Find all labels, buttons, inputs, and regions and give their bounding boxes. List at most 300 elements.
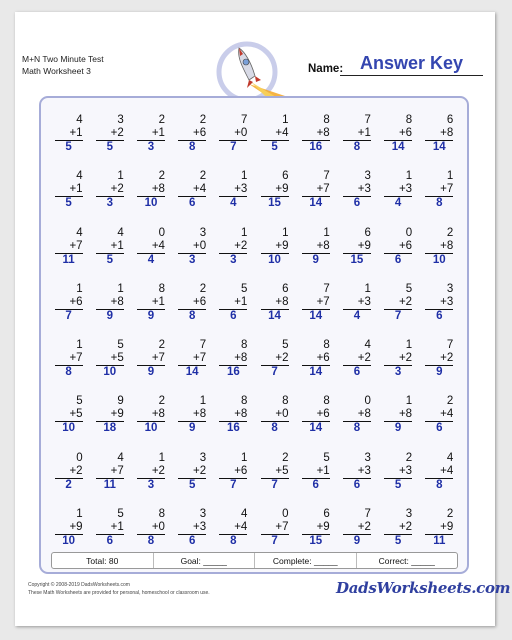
problem — [89, 227, 130, 283]
problem — [336, 227, 377, 283]
problem — [89, 170, 130, 226]
answer: 8 — [353, 141, 361, 153]
problem — [419, 114, 460, 170]
addend-bottom: +1 — [96, 521, 124, 535]
addend-top: 8 — [240, 395, 248, 408]
score-footer — [51, 552, 458, 569]
addend-bottom: +8 — [219, 352, 247, 366]
addend-bottom: +3 — [425, 296, 453, 310]
addend-top: 7 — [364, 508, 371, 521]
addend-top: 3 — [199, 451, 207, 464]
problem — [254, 339, 295, 395]
addend-top: 7 — [446, 339, 454, 352]
addend-bottom: +2 — [384, 521, 412, 535]
problem — [336, 283, 377, 339]
problem — [172, 452, 213, 508]
answer: 8 — [436, 478, 443, 491]
answer: 9 — [147, 366, 155, 379]
answer: 7 — [394, 309, 402, 322]
addend-bottom: +7 — [302, 296, 330, 310]
problem — [172, 283, 213, 339]
problem — [48, 170, 89, 226]
answer: 8 — [271, 422, 278, 435]
addend-top: 2 — [405, 451, 413, 464]
addend-bottom: +8 — [261, 296, 289, 310]
addend-top: 1 — [76, 339, 83, 352]
problem — [336, 170, 377, 226]
addend-top: 8 — [158, 508, 165, 521]
answer: 6 — [188, 197, 196, 210]
answer: 8 — [65, 366, 72, 379]
problem — [172, 395, 213, 451]
answer: 8 — [147, 535, 155, 548]
addend-bottom: +3 — [384, 465, 412, 479]
addend-bottom: +8 — [425, 127, 453, 141]
addend-bottom: +3 — [343, 183, 371, 197]
addend-top: 0 — [158, 226, 165, 239]
problem — [213, 283, 254, 339]
answer: 18 — [103, 422, 117, 435]
addend-top: 3 — [199, 226, 207, 239]
problem — [213, 114, 254, 170]
addend-bottom: +8 — [219, 408, 247, 422]
addend-bottom: +7 — [425, 183, 453, 197]
addend-bottom: +6 — [384, 240, 412, 254]
problem — [130, 339, 171, 395]
addend-bottom: +4 — [137, 240, 165, 254]
addend-bottom: +3 — [178, 521, 206, 535]
answer: 8 — [436, 197, 443, 210]
problem — [378, 283, 419, 339]
problem — [378, 339, 419, 395]
addend-top: 0 — [364, 395, 371, 408]
addend-bottom: +8 — [96, 296, 124, 310]
addend-bottom: +2 — [55, 465, 83, 479]
addend-top: 1 — [76, 508, 83, 521]
addend-top: 5 — [240, 282, 248, 295]
problem — [378, 170, 419, 226]
addend-top: 1 — [158, 451, 165, 464]
answer: 5 — [394, 535, 402, 548]
answer: 9 — [147, 309, 155, 322]
addend-top: 9 — [117, 395, 124, 408]
answer: 7 — [230, 478, 237, 491]
answer: 16 — [226, 366, 240, 379]
problem — [89, 114, 130, 170]
addend-top: 1 — [117, 170, 124, 183]
addend-bottom: +8 — [384, 408, 412, 422]
addend-bottom: +9 — [425, 521, 453, 535]
addend-bottom: +1 — [137, 127, 165, 141]
problem — [213, 227, 254, 283]
addend-top: 1 — [240, 451, 248, 464]
addend-top: 7 — [240, 114, 248, 126]
addend-top: 0 — [405, 226, 413, 239]
addend-top: 0 — [282, 508, 289, 521]
answer: 5 — [271, 141, 278, 153]
addend-top: 8 — [323, 339, 330, 352]
answer: 3 — [147, 141, 155, 153]
addend-bottom: +7 — [137, 352, 165, 366]
addend-top: 4 — [117, 226, 124, 239]
copyright-line: Copyright © 2008-2019 DadsWorksheets.com — [28, 582, 130, 588]
addend-top: 4 — [446, 451, 454, 464]
addend-bottom: +8 — [137, 408, 165, 422]
answer: 14 — [432, 141, 446, 153]
worksheet-subtitle: Math Worksheet 3 — [22, 66, 91, 76]
addend-bottom: +3 — [343, 296, 371, 310]
problem — [213, 452, 254, 508]
problem — [419, 227, 460, 283]
name-label: Name: — [308, 63, 344, 75]
brand-logo: DadsWorksheets.com — [336, 579, 511, 597]
addend-bottom: +6 — [302, 408, 330, 422]
problem — [254, 114, 295, 170]
problem — [419, 339, 460, 395]
answer: 15 — [350, 253, 364, 266]
problem — [213, 170, 254, 226]
problem — [378, 114, 419, 170]
answer: 3 — [147, 478, 155, 491]
problem — [89, 452, 130, 508]
answer: 7 — [65, 309, 72, 322]
problem — [213, 339, 254, 395]
answer: 9 — [106, 309, 113, 322]
addend-top: 8 — [240, 339, 248, 352]
addend-top: 2 — [199, 114, 207, 126]
addend-bottom: +1 — [137, 296, 165, 310]
addend-top: 8 — [323, 395, 330, 408]
addend-top: 5 — [405, 282, 413, 295]
problem — [295, 395, 336, 451]
addend-top: 4 — [364, 339, 371, 352]
answer: 16 — [309, 141, 323, 153]
addend-bottom: +0 — [261, 408, 289, 422]
answer: 7 — [271, 478, 278, 491]
addend-bottom: +6 — [384, 127, 412, 141]
addend-bottom: +7 — [302, 183, 330, 197]
addend-top: 2 — [158, 339, 165, 352]
addend-top: 2 — [158, 170, 165, 183]
addend-bottom: +4 — [219, 521, 247, 535]
answer: 3 — [188, 253, 196, 266]
problem — [130, 227, 171, 283]
addend-bottom: +2 — [343, 521, 371, 535]
addend-bottom: +1 — [96, 240, 124, 254]
addend-bottom: +6 — [302, 352, 330, 366]
answer: 15 — [268, 197, 281, 210]
answer: 6 — [394, 253, 402, 266]
addend-bottom: +2 — [219, 240, 247, 254]
addend-top: 2 — [446, 395, 454, 408]
answer: 9 — [188, 422, 196, 435]
problem — [254, 283, 295, 339]
addend-bottom: +8 — [343, 408, 371, 422]
addend-top: 4 — [76, 226, 83, 239]
addend-bottom: +9 — [55, 521, 83, 535]
problem — [130, 395, 171, 451]
answer: 11 — [433, 535, 446, 548]
problem — [172, 114, 213, 170]
addend-bottom: +9 — [96, 408, 124, 422]
problem — [295, 452, 336, 508]
addend-bottom: +0 — [178, 240, 206, 254]
answer: 4 — [230, 197, 237, 210]
answer: 14 — [309, 366, 323, 379]
addend-bottom: +7 — [55, 240, 83, 254]
addend-bottom: +2 — [137, 465, 165, 479]
addend-bottom: +2 — [384, 296, 412, 310]
problem — [130, 114, 171, 170]
addend-top: 1 — [364, 282, 371, 295]
addend-top: 6 — [323, 508, 330, 521]
addend-top: 1 — [282, 114, 289, 126]
addend-top: 7 — [323, 170, 330, 183]
addend-top: 3 — [364, 170, 371, 183]
answer: 6 — [353, 366, 361, 379]
answer: 9 — [436, 366, 443, 379]
answer: 10 — [144, 422, 158, 435]
addend-bottom: +6 — [178, 296, 206, 310]
answer: 4 — [394, 197, 402, 210]
problem — [130, 283, 171, 339]
addend-top: 2 — [158, 395, 165, 408]
answer: 3 — [394, 366, 402, 379]
answer: 5 — [394, 478, 402, 491]
addend-bottom: +2 — [425, 352, 453, 366]
answer: 14 — [185, 366, 199, 379]
answer: 6 — [436, 422, 443, 435]
answer: 14 — [309, 197, 323, 210]
answer: 7 — [230, 141, 237, 153]
addend-bottom: +9 — [261, 240, 289, 254]
addend-top: 4 — [240, 508, 248, 521]
problem — [48, 395, 89, 451]
addend-top: 7 — [364, 114, 371, 126]
answer: 8 — [230, 535, 237, 548]
addend-top: 5 — [117, 508, 124, 521]
addend-top: 3 — [364, 451, 371, 464]
problem — [130, 170, 171, 226]
problem — [295, 170, 336, 226]
addend-top: 5 — [117, 339, 124, 352]
problem — [295, 227, 336, 283]
answer: 14 — [268, 309, 281, 322]
answer: 5 — [188, 478, 196, 491]
addend-bottom: +2 — [178, 465, 206, 479]
problem — [378, 452, 419, 508]
addend-bottom: +0 — [137, 521, 165, 535]
answer: 16 — [226, 422, 240, 435]
goal-label: Goal: _____ — [154, 553, 256, 568]
problem — [172, 227, 213, 283]
addend-top: 7 — [323, 282, 330, 295]
addend-bottom: +7 — [261, 521, 289, 535]
problem — [213, 395, 254, 451]
addend-top: 3 — [199, 508, 207, 521]
addend-bottom: +5 — [261, 465, 289, 479]
answer: 14 — [309, 422, 323, 435]
problem — [48, 339, 89, 395]
problem-grid — [48, 114, 460, 564]
problem — [378, 395, 419, 451]
problem — [419, 395, 460, 451]
answer: 2 — [65, 478, 72, 491]
addend-top: 8 — [323, 114, 330, 126]
total-label: Total: 80 — [52, 553, 154, 568]
problem — [419, 452, 460, 508]
addend-top: 2 — [446, 226, 454, 239]
addend-top: 1 — [76, 282, 83, 295]
addend-top: 8 — [405, 114, 413, 126]
addend-top: 1 — [446, 170, 454, 183]
addend-bottom: +8 — [302, 240, 330, 254]
answer: 4 — [353, 309, 361, 322]
problem — [254, 395, 295, 451]
problem — [295, 283, 336, 339]
problem — [254, 170, 295, 226]
answer: 4 — [147, 253, 155, 266]
answer: 9 — [353, 535, 361, 548]
addend-bottom: +3 — [384, 183, 412, 197]
answer-key-heading: Answer Key — [360, 53, 464, 73]
answer: 5 — [65, 141, 72, 153]
problem — [378, 227, 419, 283]
answer: 6 — [353, 478, 361, 491]
problem — [48, 114, 89, 170]
answer: 9 — [312, 253, 319, 266]
addend-top: 5 — [76, 395, 83, 408]
addend-bottom: +9 — [302, 521, 330, 535]
answer: 6 — [312, 478, 319, 491]
problem — [254, 227, 295, 283]
answer: 5 — [65, 197, 72, 210]
problem — [130, 452, 171, 508]
addend-top: 6 — [282, 282, 289, 295]
addend-top: 6 — [364, 226, 371, 239]
problem — [89, 283, 130, 339]
addend-bottom: +4 — [425, 465, 453, 479]
addend-top: 3 — [405, 508, 413, 521]
addend-bottom: +6 — [219, 465, 247, 479]
answer: 10 — [144, 197, 158, 210]
addend-bottom: +9 — [261, 183, 289, 197]
addend-bottom: +2 — [96, 127, 124, 141]
answer: 6 — [230, 309, 237, 322]
addend-bottom: +8 — [302, 127, 330, 141]
problem — [419, 283, 460, 339]
problem — [295, 339, 336, 395]
name-line — [340, 75, 483, 76]
addend-bottom: +8 — [425, 240, 453, 254]
addend-bottom: +1 — [302, 465, 330, 479]
addend-bottom: +4 — [178, 183, 206, 197]
addend-bottom: +7 — [55, 352, 83, 366]
answer: 10 — [432, 253, 446, 266]
answer: 11 — [62, 253, 75, 266]
problem — [48, 452, 89, 508]
addend-top: 6 — [446, 114, 454, 126]
addend-bottom: +3 — [343, 465, 371, 479]
addend-bottom: +5 — [55, 408, 83, 422]
addend-bottom: +5 — [96, 352, 124, 366]
addend-top: 3 — [446, 282, 454, 295]
addend-bottom: +1 — [55, 183, 83, 197]
complete-label: Complete: _____ — [255, 553, 357, 568]
answer: 10 — [62, 535, 75, 548]
addend-top: 4 — [76, 114, 83, 126]
answer: 6 — [436, 309, 443, 322]
addend-bottom: +9 — [343, 240, 371, 254]
addend-top: 1 — [240, 170, 248, 183]
answer: 15 — [309, 535, 323, 548]
answer: 5 — [106, 141, 113, 153]
answer: 8 — [188, 141, 196, 153]
answer: 7 — [271, 366, 278, 379]
addend-top: 1 — [405, 339, 413, 352]
addend-bottom: +6 — [178, 127, 206, 141]
addend-top: 2 — [199, 282, 207, 295]
answer: 3 — [106, 197, 113, 210]
addend-top: 1 — [240, 226, 248, 239]
answer: 6 — [353, 197, 361, 210]
addend-top: 1 — [323, 226, 330, 239]
addend-bottom: +3 — [219, 183, 247, 197]
addend-top: 3 — [117, 114, 124, 126]
addend-bottom: +4 — [261, 127, 289, 141]
answer: 3 — [230, 253, 237, 266]
correct-label: Correct: _____ — [378, 555, 435, 566]
addend-top: 2 — [158, 114, 165, 126]
problem — [254, 452, 295, 508]
addend-bottom: +0 — [219, 127, 247, 141]
problem — [336, 114, 377, 170]
addend-top: 1 — [199, 395, 207, 408]
answer: 14 — [309, 309, 323, 322]
problem — [172, 339, 213, 395]
addend-bottom: +2 — [343, 352, 371, 366]
addend-top: 8 — [158, 282, 165, 295]
addend-bottom: +4 — [425, 408, 453, 422]
addend-top: 2 — [282, 451, 289, 464]
problem — [419, 170, 460, 226]
answer: 5 — [106, 253, 113, 266]
problem — [48, 227, 89, 283]
answer: 14 — [391, 141, 405, 153]
answer: 6 — [188, 535, 196, 548]
addend-bottom: +1 — [219, 296, 247, 310]
problem — [89, 395, 130, 451]
answer: 9 — [394, 422, 402, 435]
addend-top: 7 — [199, 339, 207, 352]
problem — [295, 114, 336, 170]
answer: 8 — [353, 422, 361, 435]
addend-top: 5 — [323, 451, 330, 464]
problem — [48, 283, 89, 339]
problem — [336, 395, 377, 451]
problem — [336, 452, 377, 508]
answer: 7 — [271, 535, 278, 548]
addend-top: 1 — [405, 170, 413, 183]
addend-bottom: +2 — [384, 352, 412, 366]
addend-top: 2 — [199, 170, 207, 183]
answer: 8 — [188, 309, 196, 322]
addend-top: 4 — [117, 451, 124, 464]
addend-bottom: +7 — [96, 465, 124, 479]
answer: 10 — [62, 422, 75, 435]
answer: 11 — [103, 478, 116, 491]
answer: 10 — [268, 253, 281, 266]
